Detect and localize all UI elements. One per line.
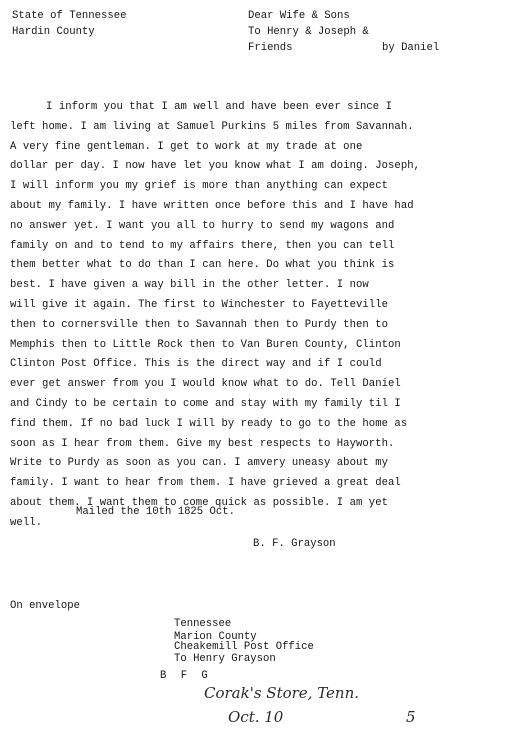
- body-line: and Cindy to be certain to come and stay with my family til I: [10, 397, 401, 410]
- envelope-state: Tennessee: [174, 618, 232, 630]
- signature: B. F. Grayson: [253, 538, 336, 550]
- state-line: State of Tennessee: [12, 10, 127, 22]
- letter-origin: [12, 8, 126, 40]
- salutation: [248, 8, 440, 56]
- envelope-address: [174, 619, 314, 665]
- body-line: family. I want to hear from them. I have grieved a great deal: [10, 477, 401, 490]
- envelope-initials: B F G: [160, 670, 212, 682]
- body-line: dollar per day. I now have let you know what I am doing. Joseph,: [10, 160, 421, 173]
- salutation-line-1: Dear Wife & Sons: [248, 10, 350, 22]
- mailed-date: Mailed the 10th 1825 Oct.: [76, 506, 235, 518]
- envelope-recipient: To Henry Grayson: [174, 652, 276, 665]
- body-line: left home. I am living at Samuel Purkins 5 miles from Savannah.: [10, 120, 414, 133]
- body-line: family on and to tend to my affairs there, then you can tell: [10, 239, 395, 252]
- envelope-post-office: Cheakemill Post Office: [174, 641, 314, 653]
- body-line: Clinton Post Office. This is the direct way and if I could: [10, 358, 382, 371]
- body-line: soon as I hear from them. Give my best respects to Hayworth.: [10, 437, 395, 450]
- salutation-line-3: Friends: [248, 42, 293, 54]
- letter-body: [10, 98, 500, 534]
- body-line: Write to Purdy as soon as you can. I amvery uneasy about my: [10, 457, 389, 470]
- author-line: by Daniel: [382, 42, 440, 54]
- handwritten-postmark-date: Oct. 10: [228, 708, 284, 726]
- body-line: will give it again. The first to Winchester to Fayetteville: [10, 298, 389, 311]
- county-line: Hardin County: [12, 26, 95, 38]
- body-line: about them. I want them to come quick as possible. I am yet: [10, 496, 389, 509]
- body-line: well.: [10, 516, 43, 529]
- handwritten-postmark-place: Corak's Store, Tenn.: [204, 684, 360, 702]
- body-line: I will inform you my grief is more than anything can expect: [10, 180, 389, 193]
- envelope-county: Marion County: [174, 630, 257, 643]
- body-line: find them. If no bad luck I will by ready to go to the home as: [10, 417, 408, 430]
- handwritten-postage-rate: 5: [406, 708, 416, 726]
- body-line: them better what to do than I can here. Do what you think is: [10, 259, 395, 272]
- body-line: best. I have given a way bill in the other letter. I now: [10, 279, 369, 292]
- body-line: about my family. I have written once before this and I have had: [10, 199, 414, 212]
- body-line: then to cornersville then to Savannah then to Purdy then to: [10, 318, 389, 331]
- body-line: no answer yet. I want you all to hurry to send my wagons and: [10, 219, 395, 232]
- envelope-label: On envelope: [10, 600, 80, 612]
- body-line: I inform you that I am well and have been ever since I: [46, 101, 392, 113]
- body-line: ever get answer from you I would know what to do. Tell Daniel: [10, 378, 401, 391]
- body-line: Memphis then to Little Rock then to Van Buren County, Clinton: [10, 338, 401, 351]
- body-line: A very fine gentleman. I get to work at my trade at one: [10, 140, 363, 153]
- salutation-line-2: To Henry & Joseph &: [248, 26, 369, 38]
